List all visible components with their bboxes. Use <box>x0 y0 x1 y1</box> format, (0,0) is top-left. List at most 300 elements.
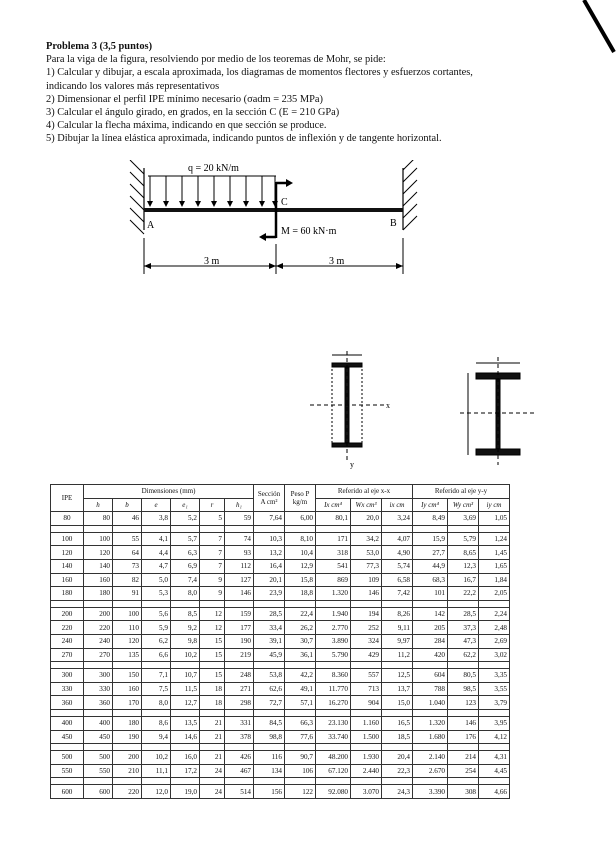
problem-item: 3) Calcular el ángulo girado, en grados, en la sección C (E = 210 GPa) <box>46 107 340 119</box>
table-cell: 11,2 <box>382 648 413 662</box>
table-cell: 2,05 <box>479 587 510 601</box>
table-cell: 12,3 <box>448 559 479 573</box>
col-ipe: IPE <box>51 485 84 512</box>
table-cell: 210 <box>113 764 142 778</box>
table-cell: 12 <box>200 607 225 621</box>
table-cell: 1.940 <box>316 607 351 621</box>
table-cell: 33.740 <box>316 730 351 744</box>
table-cell: 220 <box>84 621 113 635</box>
table-cell: 248 <box>225 669 254 683</box>
table-cell: 84,5 <box>254 716 285 730</box>
table-row <box>51 573 510 587</box>
table-cell: 420 <box>413 648 448 662</box>
table-cell: 134 <box>254 764 285 778</box>
table-cell: 11.770 <box>316 682 351 696</box>
table-cell: 3,69 <box>448 512 479 526</box>
table-cell: 5.790 <box>316 648 351 662</box>
table-cell: 20,1 <box>254 573 285 587</box>
table-cell: 450 <box>84 730 113 744</box>
table-cell: 9 <box>200 573 225 587</box>
table-cell: 3,02 <box>479 648 510 662</box>
table-cell: 2.140 <box>413 751 448 765</box>
table-cell: 6,9 <box>171 559 200 573</box>
table-cell: 4,31 <box>479 751 510 765</box>
table-row <box>51 587 510 601</box>
table-cell: 3,8 <box>142 512 171 526</box>
table-cell: 16.270 <box>316 696 351 710</box>
table-cell: 47,3 <box>448 634 479 648</box>
table-cell: 140 <box>51 559 84 573</box>
table-cell: 91 <box>113 587 142 601</box>
table-cell: 80,1 <box>316 512 351 526</box>
table-row <box>51 621 510 635</box>
table-cell: 28,5 <box>254 607 285 621</box>
table-cell: 24 <box>200 764 225 778</box>
group-spacer <box>51 600 510 607</box>
table-row <box>51 546 510 560</box>
table-cell: 57,1 <box>285 696 316 710</box>
table-cell: 170 <box>113 696 142 710</box>
table-cell: 200 <box>113 751 142 765</box>
table-cell: 240 <box>51 634 84 648</box>
table-cell: 1.320 <box>413 716 448 730</box>
table-cell: 467 <box>225 764 254 778</box>
table-cell: 53,8 <box>254 669 285 683</box>
table-cell: 62,6 <box>254 682 285 696</box>
table-cell: 324 <box>351 634 382 648</box>
table-cell: 80,5 <box>448 669 479 683</box>
table-cell: 176 <box>448 730 479 744</box>
table-cell: 8,49 <box>413 512 448 526</box>
group-spacer <box>51 778 510 785</box>
table-cell: 8,65 <box>448 546 479 560</box>
table-cell: 3,35 <box>479 669 510 683</box>
table-cell: 9 <box>200 587 225 601</box>
table-cell: 20,4 <box>382 751 413 765</box>
table-cell: 4,12 <box>479 730 510 744</box>
table-cell: 6,6 <box>142 648 171 662</box>
table-cell: 12,9 <box>285 559 316 573</box>
table-cell: 9,11 <box>382 621 413 635</box>
ipe-cross-sections <box>300 345 550 470</box>
table-cell: 150 <box>113 669 142 683</box>
table-cell: 98,8 <box>254 730 285 744</box>
table-cell: 5,3 <box>142 587 171 601</box>
table-cell: 713 <box>351 682 382 696</box>
problem-title: Problema 3 (3,5 puntos) <box>46 41 153 52</box>
table-cell: 1,84 <box>479 573 510 587</box>
table-cell: 220 <box>113 785 142 799</box>
table-cell: 2,48 <box>479 621 510 635</box>
table-row <box>51 751 510 765</box>
table-cell: 120 <box>51 546 84 560</box>
table-cell: 146 <box>351 587 382 601</box>
table-cell: 1.160 <box>351 716 382 730</box>
table-cell: 72,7 <box>254 696 285 710</box>
problem-intro: Para la viga de la figura, resolviendo por medio de los teoremas de Mohr, se pide: <box>46 54 386 66</box>
beam-diagram <box>120 160 440 280</box>
table-cell: 220 <box>51 621 84 635</box>
table-cell: 18,5 <box>382 730 413 744</box>
table-cell: 9,8 <box>171 634 200 648</box>
table-cell: 122 <box>285 785 316 799</box>
table-cell: 252 <box>351 621 382 635</box>
table-cell: 159 <box>225 607 254 621</box>
table-cell: 28,5 <box>448 607 479 621</box>
table-cell: 22,3 <box>382 764 413 778</box>
table-cell: 214 <box>448 751 479 765</box>
table-cell: 7 <box>200 532 225 546</box>
table-cell: 100 <box>84 532 113 546</box>
table-cell: 7,1 <box>142 669 171 683</box>
table-cell: 15 <box>200 634 225 648</box>
table-cell: 9,4 <box>142 730 171 744</box>
table-cell: 120 <box>113 634 142 648</box>
table-cell: 1,65 <box>479 559 510 573</box>
table-cell: 37,3 <box>448 621 479 635</box>
dimension-right-label: 3 m <box>329 256 345 267</box>
table-cell: 180 <box>113 716 142 730</box>
table-cell: 100 <box>51 532 84 546</box>
table-cell: 514 <box>225 785 254 799</box>
problem-statement <box>46 40 601 146</box>
table-row <box>51 696 510 710</box>
table-cell: 1,45 <box>479 546 510 560</box>
table-cell: 16,7 <box>448 573 479 587</box>
subheader: Wy cm³ <box>448 498 479 512</box>
table-cell: 127 <box>225 573 254 587</box>
table-cell: 66,3 <box>285 716 316 730</box>
table-cell: 6,00 <box>285 512 316 526</box>
table-cell: 5,79 <box>448 532 479 546</box>
table-cell: 24,3 <box>382 785 413 799</box>
table-cell: 53,0 <box>351 546 382 560</box>
table-cell: 450 <box>51 730 84 744</box>
table-cell: 10,7 <box>171 669 200 683</box>
table-cell: 62,2 <box>448 648 479 662</box>
table-cell: 2.440 <box>351 764 382 778</box>
table-cell: 12,0 <box>142 785 171 799</box>
subheader: e <box>142 498 171 512</box>
table-cell: 4,45 <box>479 764 510 778</box>
point-a-label: A <box>147 220 155 231</box>
table-cell: 318 <box>316 546 351 560</box>
table-cell: 426 <box>225 751 254 765</box>
table-cell: 160 <box>113 682 142 696</box>
table-cell: 400 <box>51 716 84 730</box>
table-cell: 8,26 <box>382 607 413 621</box>
table-row <box>51 682 510 696</box>
table-cell: 7,4 <box>171 573 200 587</box>
table-cell: 10,2 <box>171 648 200 662</box>
section-ipe-profile <box>460 357 536 465</box>
table-row <box>51 634 510 648</box>
table-cell: 7,5 <box>142 682 171 696</box>
table-cell: 200 <box>84 607 113 621</box>
table-cell: 4,66 <box>479 785 510 799</box>
table-cell: 6,2 <box>142 634 171 648</box>
subheader: Wx cm³ <box>351 498 382 512</box>
table-cell: 360 <box>84 696 113 710</box>
table-cell: 5,74 <box>382 559 413 573</box>
table-cell: 4,1 <box>142 532 171 546</box>
table-cell: 112 <box>225 559 254 573</box>
table-cell: 308 <box>448 785 479 799</box>
table-cell: 8,5 <box>171 607 200 621</box>
table-cell: 23,9 <box>254 587 285 601</box>
table-cell: 33,4 <box>254 621 285 635</box>
header-axis-xx: Referido al eje x-x <box>316 485 413 499</box>
table-cell: 10,3 <box>254 532 285 546</box>
table-cell: 160 <box>84 573 113 587</box>
table-cell: 15 <box>200 669 225 683</box>
table-row <box>51 764 510 778</box>
table-cell: 45,9 <box>254 648 285 662</box>
table-cell: 16,5 <box>382 716 413 730</box>
subheader: h <box>84 498 113 512</box>
table-cell: 1.500 <box>351 730 382 744</box>
table-cell: 14,6 <box>171 730 200 744</box>
table-cell: 80 <box>84 512 113 526</box>
table-cell: 500 <box>51 751 84 765</box>
table-cell: 4,90 <box>382 546 413 560</box>
table-cell: 15,0 <box>382 696 413 710</box>
table-cell: 142 <box>413 607 448 621</box>
table-cell: 26,2 <box>285 621 316 635</box>
table-cell: 12,5 <box>382 669 413 683</box>
table-cell: 110 <box>113 621 142 635</box>
table-cell: 5,0 <box>142 573 171 587</box>
table-cell: 93 <box>225 546 254 560</box>
table-cell: 5,2 <box>171 512 200 526</box>
problem-item: 2) Dimensionar el perfil IPE mínimo necesario (σadm = 235 MPa) <box>46 93 323 105</box>
group-spacer <box>51 744 510 751</box>
table-cell: 77,6 <box>285 730 316 744</box>
table-cell: 550 <box>51 764 84 778</box>
table-cell: 600 <box>51 785 84 799</box>
subheader: e₁ <box>171 498 200 512</box>
table-row <box>51 730 510 744</box>
header-area: Sección A cm² <box>254 485 285 512</box>
table-cell: 42,2 <box>285 669 316 683</box>
table-cell: 8,0 <box>171 587 200 601</box>
table-cell: 11,1 <box>142 764 171 778</box>
table-cell: 92.080 <box>316 785 351 799</box>
table-cell: 7 <box>200 559 225 573</box>
table-cell: 6,3 <box>171 546 200 560</box>
table-cell: 101 <box>413 587 448 601</box>
table-cell: 18,8 <box>285 587 316 601</box>
table-cell: 254 <box>448 764 479 778</box>
table-cell: 6,58 <box>382 573 413 587</box>
table-cell: 82 <box>113 573 142 587</box>
table-cell: 19,0 <box>171 785 200 799</box>
problem-item: indicando los valores más representativos <box>46 80 220 92</box>
load-label: q = 20 kN/m <box>188 163 239 174</box>
subheader: iy cm <box>479 498 510 512</box>
table-cell: 48.200 <box>316 751 351 765</box>
table-cell: 15,8 <box>285 573 316 587</box>
table-cell: 7 <box>200 546 225 560</box>
table-cell: 20,0 <box>351 512 382 526</box>
subheader: h₁ <box>225 498 254 512</box>
table-cell: 21 <box>200 730 225 744</box>
table-cell: 77,3 <box>351 559 382 573</box>
table-cell: 3.390 <box>413 785 448 799</box>
left-fixed-support <box>130 160 144 234</box>
table-cell: 59 <box>225 512 254 526</box>
table-cell: 190 <box>225 634 254 648</box>
table-row <box>51 648 510 662</box>
table-cell: 330 <box>51 682 84 696</box>
table-cell: 13,7 <box>382 682 413 696</box>
table-cell: 550 <box>84 764 113 778</box>
table-cell: 869 <box>316 573 351 587</box>
table-cell: 180 <box>51 587 84 601</box>
table-cell: 7,42 <box>382 587 413 601</box>
table-cell: 73 <box>113 559 142 573</box>
table-cell: 34,2 <box>351 532 382 546</box>
table-cell: 4,07 <box>382 532 413 546</box>
table-cell: 5,7 <box>171 532 200 546</box>
table-cell: 378 <box>225 730 254 744</box>
table-cell: 200 <box>51 607 84 621</box>
table-cell: 17,2 <box>171 764 200 778</box>
table-row <box>51 716 510 730</box>
beam <box>144 208 403 212</box>
table-cell: 604 <box>413 669 448 683</box>
table-cell: 67.120 <box>316 764 351 778</box>
table-cell: 500 <box>84 751 113 765</box>
table-cell: 4,7 <box>142 559 171 573</box>
table-cell: 100 <box>113 607 142 621</box>
section-elevation <box>310 351 384 461</box>
dimension-lines <box>144 238 403 274</box>
table-cell: 788 <box>413 682 448 696</box>
table-cell: 16,0 <box>171 751 200 765</box>
table-cell: 600 <box>84 785 113 799</box>
table-cell: 156 <box>254 785 285 799</box>
table-cell: 49,1 <box>285 682 316 696</box>
table-cell: 271 <box>225 682 254 696</box>
table-cell: 205 <box>413 621 448 635</box>
table-cell: 240 <box>84 634 113 648</box>
table-cell: 1,24 <box>479 532 510 546</box>
table-cell: 1.680 <box>413 730 448 744</box>
ipe-table-body <box>51 512 510 799</box>
table-cell: 27,7 <box>413 546 448 560</box>
table-cell: 5 <box>200 512 225 526</box>
table-cell: 8.360 <box>316 669 351 683</box>
table-cell: 541 <box>316 559 351 573</box>
table-cell: 15 <box>200 648 225 662</box>
table-cell: 3.070 <box>351 785 382 799</box>
dimension-left-label: 3 m <box>204 256 220 267</box>
table-cell: 18 <box>200 696 225 710</box>
table-cell: 90,7 <box>285 751 316 765</box>
table-cell: 55 <box>113 532 142 546</box>
distributed-load <box>147 176 278 207</box>
table-cell: 109 <box>351 573 382 587</box>
table-cell: 22,4 <box>285 607 316 621</box>
group-spacer <box>51 709 510 716</box>
table-cell: 3,95 <box>479 716 510 730</box>
table-cell: 177 <box>225 621 254 635</box>
table-cell: 98,5 <box>448 682 479 696</box>
table-cell: 135 <box>113 648 142 662</box>
table-cell: 46 <box>113 512 142 526</box>
table-cell: 2.770 <box>316 621 351 635</box>
table-cell: 1.040 <box>413 696 448 710</box>
table-cell: 146 <box>225 587 254 601</box>
table-cell: 7,64 <box>254 512 285 526</box>
table-cell: 18 <box>200 682 225 696</box>
table-cell: 12,7 <box>171 696 200 710</box>
problem-item: 5) Dibujar la línea elástica aproximada, indicando puntos de inflexión y de tangente horizontal. <box>46 133 442 145</box>
table-row <box>51 532 510 546</box>
table-cell: 300 <box>51 669 84 683</box>
table-cell: 123 <box>448 696 479 710</box>
table-cell: 180 <box>84 587 113 601</box>
table-cell: 3,24 <box>382 512 413 526</box>
table-cell: 9,97 <box>382 634 413 648</box>
group-spacer <box>51 662 510 669</box>
table-cell: 171 <box>316 532 351 546</box>
table-cell: 270 <box>84 648 113 662</box>
group-spacer <box>51 525 510 532</box>
table-cell: 13,2 <box>254 546 285 560</box>
header-weight: Peso P kg/m <box>285 485 316 512</box>
table-cell: 39,1 <box>254 634 285 648</box>
axis-x-label: x <box>386 401 390 410</box>
problem-item: 1) Calcular y dibujar, a escala aproximada, los diagramas de momentos flectores y esfuerzos cortantes, <box>46 67 473 79</box>
table-cell: 904 <box>351 696 382 710</box>
table-cell: 5,6 <box>142 607 171 621</box>
table-cell: 400 <box>84 716 113 730</box>
table-cell: 68,3 <box>413 573 448 587</box>
subheader: ix cm <box>382 498 413 512</box>
table-cell: 12 <box>200 621 225 635</box>
table-cell: 300 <box>84 669 113 683</box>
table-cell: 13,5 <box>171 716 200 730</box>
right-fixed-support <box>403 160 417 230</box>
table-cell: 140 <box>84 559 113 573</box>
table-cell: 64 <box>113 546 142 560</box>
table-cell: 557 <box>351 669 382 683</box>
table-cell: 1,05 <box>479 512 510 526</box>
table-cell: 298 <box>225 696 254 710</box>
table-cell: 1.930 <box>351 751 382 765</box>
subheader: Iy cm⁴ <box>413 498 448 512</box>
header-dimensions: Dimensiones (mm) <box>84 485 254 499</box>
table-cell: 284 <box>413 634 448 648</box>
table-row <box>51 607 510 621</box>
table-cell: 116 <box>254 751 285 765</box>
subheader: Ix cm⁴ <box>316 498 351 512</box>
table-cell: 120 <box>84 546 113 560</box>
subheader: b <box>113 498 142 512</box>
table-row <box>51 785 510 799</box>
table-cell: 3.890 <box>316 634 351 648</box>
table-cell: 160 <box>51 573 84 587</box>
table-cell: 9,2 <box>171 621 200 635</box>
table-cell: 1.320 <box>316 587 351 601</box>
header-axis-yy: Referido al eje y-y <box>413 485 510 499</box>
table-cell: 44,9 <box>413 559 448 573</box>
table-cell: 16,4 <box>254 559 285 573</box>
table-cell: 15,9 <box>413 532 448 546</box>
table-cell: 80 <box>51 512 84 526</box>
